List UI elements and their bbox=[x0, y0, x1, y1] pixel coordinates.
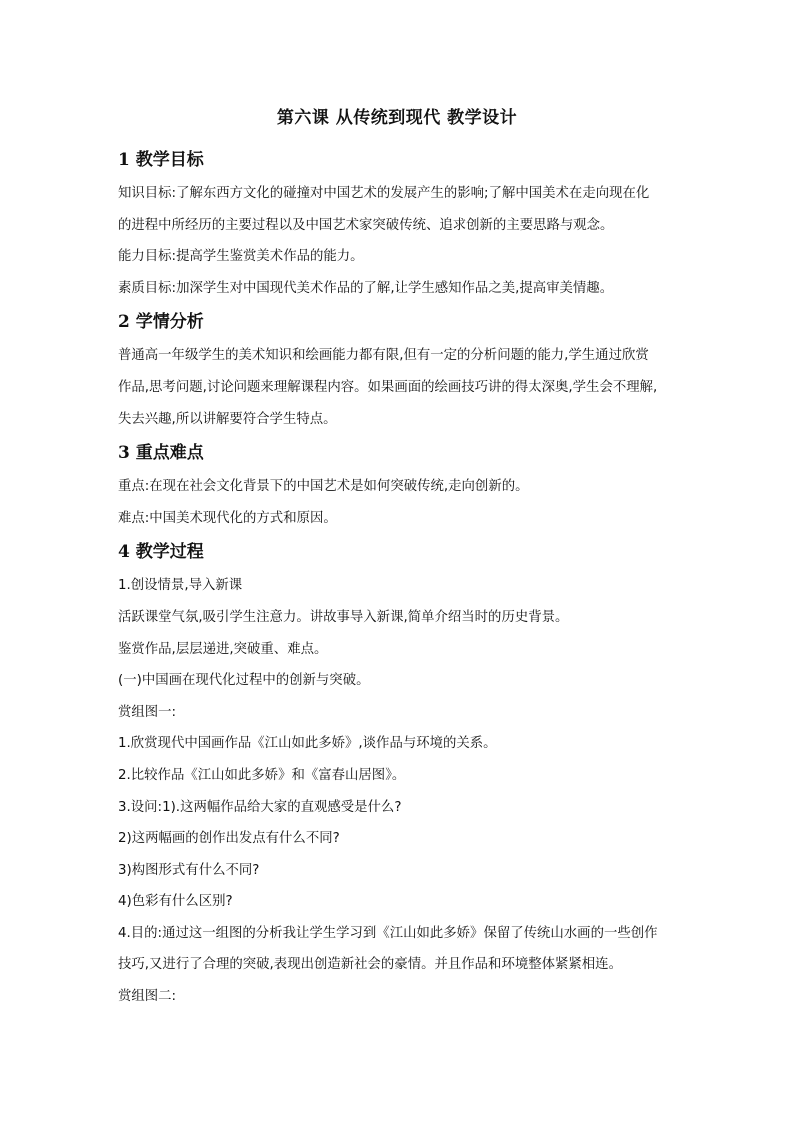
process-line: 4.目的:通过这一组图的分析我让学生学习到《江山如此多娇》保留了传统山水画的一些创作 bbox=[118, 925, 658, 941]
process-line: 鉴赏作品,层层递进,突破重、难点。 bbox=[118, 641, 328, 657]
paragraph-difficult-point: 难点:中国美术现代化的方式和原因。 bbox=[118, 510, 337, 526]
paragraph-learner-analysis-line2: 作品,思考问题,讨论问题来理解课程内容。如果画面的绘画技巧讲的得太深奥,学生会不理解, bbox=[118, 379, 658, 395]
paragraph-quality-goal: 素质目标:加深学生对中国现代美术作品的了解,让学生感知作品之美,提高审美情趣。 bbox=[118, 280, 614, 296]
process-line: 3.设问:1).这两幅作品给大家的直观感受是什么? bbox=[118, 799, 402, 815]
process-line: 1.欣赏现代中国画作品《江山如此多娇》,谈作品与环境的关系。 bbox=[118, 736, 497, 752]
process-line: 2.比较作品《江山如此多娇》和《富春山居图》。 bbox=[118, 767, 406, 783]
process-line: 2)这两幅画的创作出发点有什么不同? bbox=[118, 831, 340, 847]
section-heading-teaching-process: 4 教学过程 bbox=[118, 542, 204, 563]
process-line: 技巧,又进行了合理的突破,表现出创造新社会的豪情。并且作品和环境整体紧紧相连。 bbox=[118, 957, 622, 973]
paragraph-knowledge-goal-line2: 的进程中所经历的主要过程以及中国艺术家突破传统、追求创新的主要思路与观念。 bbox=[118, 217, 614, 233]
process-line: 3)构图形式有什么不同? bbox=[118, 862, 260, 878]
section-heading-key-points: 3 重点难点 bbox=[118, 443, 204, 464]
document-body bbox=[118, 148, 683, 1013]
process-line: 赏组图一: bbox=[118, 704, 177, 720]
section-heading-objectives: 1 教学目标 bbox=[118, 150, 204, 170]
section-heading-learner-analysis: 2 学情分析 bbox=[118, 312, 204, 333]
document-title: 第六课 从传统到现代 教学设计 bbox=[276, 108, 518, 128]
process-line: 4)色彩有什么区别? bbox=[118, 894, 233, 910]
process-line: (一)中国画在现代化过程中的创新与突破。 bbox=[118, 673, 370, 689]
paragraph-learner-analysis-line1: 普通高一年级学生的美术知识和绘画能力都有限,但有一定的分析问题的能力,学生通过欣赏 bbox=[118, 348, 649, 364]
process-line: 活跃课堂气氛,吸引学生注意力。讲故事导入新课,简单介绍当时的历史背景。 bbox=[118, 609, 569, 625]
paragraph-learner-analysis-line3: 失去兴趣,所以讲解要符合学生特点。 bbox=[118, 411, 337, 427]
paragraph-ability-goal: 能力目标:提高学生鉴赏美术作品的能力。 bbox=[118, 249, 364, 265]
paragraph-key-point: 重点:在现在社会文化背景下的中国艺术是如何突破传统,走向创新的。 bbox=[118, 479, 529, 495]
process-line: 1.创设情景,导入新课 bbox=[118, 578, 243, 594]
paragraph-knowledge-goal-line1: 知识目标:了解东西方文化的碰撞对中国艺术的发展产生的影响;了解中国美术在走向现在化 bbox=[118, 186, 650, 201]
process-line: 赏组图二: bbox=[118, 989, 177, 1005]
